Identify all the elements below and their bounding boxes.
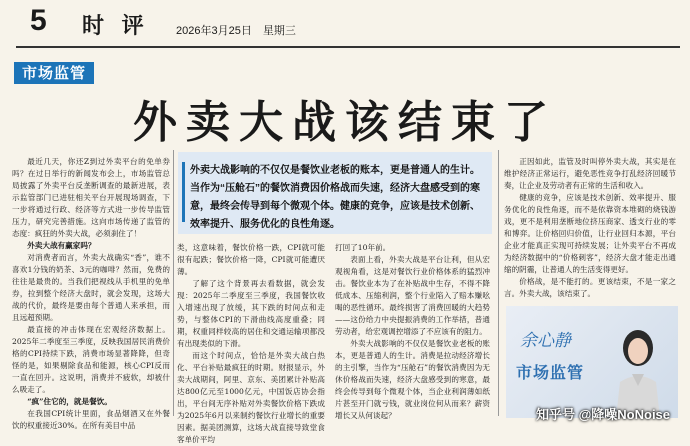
paragraph: 健康的竞争，应该是技术创新、效率提升、服务优化的良性角逐，而不是依靠资本堆砌的烧钱游戏，更不是利用垄断地位挤压商家、透支行业的零和博弈。让价格回归价值，让行业回归本源，平台企业才能真正实现可持续发展；让外卖平台不再成为经济数据中的“价格刺客”，经济大盘才能走出通缩的阴霾，让普通人的生活变得更好。 xyxy=(504,193,676,274)
paragraph: 价格战，是不能打的。更该结束，不是一家之言。外卖大战，该结束了。 xyxy=(504,277,676,298)
article-column-4 xyxy=(504,156,676,302)
pull-quote-text: 外卖大战影响的不仅仅是餐饮业老板的账本，更是普通人的生计。当作为“压舱石”的餐饮消费因价格战而失速，经济大盘感受到的寒意，最终会传导到每个微观个体。健康的竞争，应该是技术创新、效率提升、服务优化的良性角逐。 xyxy=(190,165,480,230)
paragraph: 最直接的冲击体现在宏观经济数据上。2025年二季度至三季度，反映我国居民消费价格的CPI持续下跌，消费市场显著降降，但奇怪的是，如果剔除食品和能源，核心CPI反而一直在回升。这说明，消费并不疲软，却被什么吸走了。 xyxy=(12,325,170,394)
paragraph: 类，这意味着，餐饮价格一跌，CPI就可能很有起跌；餐饮价格一降，CPI就可能遭厌薄。 xyxy=(177,243,325,276)
subheading: 外卖大战有赢家吗？ xyxy=(27,241,96,250)
column-divider xyxy=(173,150,174,416)
quote-bar xyxy=(182,162,185,222)
subheading: “疯”住它的，就是餐饮。 xyxy=(27,397,112,406)
paragraph: 表面上看，外卖大战是平台让利，但从宏观视角看，这是对餐饮行业价格体系的猛烈冲击。餐饮业本为了在补贴战中生存，不得不降低成本、压缩利润，整个行业陷入了赔本赚吆喝的恶性循环。最终损害了消费回暖的大趋势——这份给力中央提振消费的工作举措，普通劳动者，给宏观调控增添了不应该有的阻力。 xyxy=(335,255,490,336)
paragraph: 最近几天，你还Z到过外卖平台的免单券吗？在过日举行的新闻发布会上，市场监管总局披露了外卖平台反垄断调查的最新进展，表示监管部门已进驻相关平台开展现场调查，下一步将通过行政、经济等方式进一步传导监管压力，研究完善措施。这向市场传递了监管的态度：疯狂的外卖大战，必须刹住了！ xyxy=(12,157,170,238)
column-divider xyxy=(498,150,499,416)
column-label: 市场监管 xyxy=(516,363,585,382)
paragraph: 了解了这个背景再去看数据，就会发现：2025年二季度至三季度，我国餐饮收入增速出现了放缓，其下跌的时间点和走势，与整体CPI的下滑曲线高度重叠；同期，权重同样较高的居住和交通运输项都没有出现类似的下滑。 xyxy=(177,279,325,348)
paragraph: 外卖大战影响的不仅仅是餐饮业老板的账本，更是普通人的生计。消费是拉动经济增长的主引擎，当作为“压舱石”的餐饮消费因为无休价格战而失速，经济大盘感受到的寒意，最终会传导到每个微观个体，当企业利润薄如纸片甚至开门就亏钱，就业岗位何从而来？薪资增长又从何谈起？ xyxy=(335,339,490,420)
paragraph: 对消费者而言，外卖大战确实“香”，谁不喜欢1分钱的奶茶、3元的咖啡？然而，免费的往往是最贵的。当我们把视线从手机里的免单券，拉到整个经济大盘时，就会发现，这场大战的代价，最终是要由每个普通人来承担，而且远超预期。 xyxy=(12,253,170,322)
issue-date: 2026年3月25日 星期三 xyxy=(176,25,296,37)
paragraph: 正因如此，监管及时叫停外卖大战，其实是在维护经济正常运行，避免恶性竞争打乱经济回暖节奏，让企业及劳动者有正常的生活和收入。 xyxy=(504,157,676,190)
columnist-signature: 余心静 xyxy=(520,331,571,351)
pull-quote xyxy=(178,152,492,234)
article-column-1 xyxy=(12,156,170,430)
column-tag: 市场监管 xyxy=(14,62,94,84)
paragraph: 打回了10年前。 xyxy=(335,243,391,252)
article-column-3 xyxy=(335,242,490,418)
article-column-2 xyxy=(177,242,325,444)
paragraph: 而这个时间点，恰恰是外卖大战白热化、平台补贴最疯狂的时期。财报显示，外卖大战期间，阿里、京东、美团累计补贴高达800亿元至1000亿元，中国饭店协会指出，平台间无序补贴对外卖餐饮价格下跌成为2025年6月以来制约餐饮行业增长的重要因素。据美团测算，这场大战直接导致堂食客单价平均 xyxy=(177,351,325,444)
paragraph: 在我国CPI统计里面，食品烟酒又在外餐饮的权重接近30%。在所有美目中品 xyxy=(12,409,170,430)
page-number: 5 xyxy=(30,4,47,37)
page-header xyxy=(0,0,690,46)
section-title: 时 评 xyxy=(82,13,149,39)
header-rule xyxy=(16,46,680,48)
columnist-photo xyxy=(506,306,678,418)
source-watermark: 知乎号 @降噪NoNoise xyxy=(536,407,671,422)
headline: 外卖大战该结束了 xyxy=(133,97,557,148)
